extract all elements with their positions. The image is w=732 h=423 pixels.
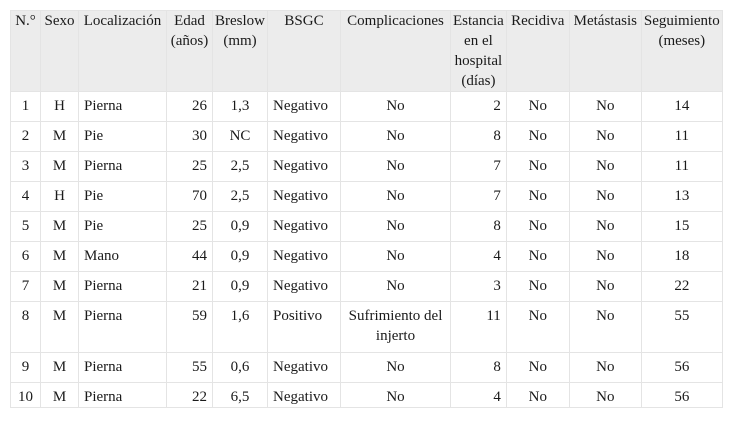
cell-metastasis: No (569, 302, 641, 353)
cell-seguimiento: 14 (641, 92, 722, 122)
cell-estancia: 3 (451, 272, 507, 302)
cell-metastasis: No (569, 182, 641, 212)
cell-metastasis: No (569, 122, 641, 152)
cell-breslow: 2,5 (213, 152, 268, 182)
cell-seguimiento: 56 (641, 353, 722, 383)
table-row (11, 152, 723, 182)
table-body (11, 92, 723, 408)
cell-recidiva: No (506, 152, 569, 182)
cell-sexo: M (41, 353, 79, 383)
cell-localizacion: Pierna (79, 302, 167, 353)
cell-bsgc: Negativo (268, 92, 341, 122)
cell-metastasis: No (569, 242, 641, 272)
cell-bsgc: Negativo (268, 383, 341, 408)
cell-numero: 4 (11, 182, 41, 212)
cell-sexo: M (41, 212, 79, 242)
cell-edad: 55 (167, 353, 213, 383)
cell-edad: 44 (167, 242, 213, 272)
cell-numero: 1 (11, 92, 41, 122)
header-seguimiento-line: (meses) (658, 33, 706, 49)
cell-bsgc: Negativo (268, 182, 341, 212)
cell-estancia: 8 (451, 122, 507, 152)
cell-edad: 70 (167, 182, 213, 212)
table-row (11, 302, 723, 353)
cell-complicaciones: No (341, 353, 451, 383)
cell-numero: 6 (11, 242, 41, 272)
cell-estancia: 7 (451, 182, 507, 212)
cell-breslow: 1,6 (213, 302, 268, 353)
cell-bsgc: Negativo (268, 242, 341, 272)
cell-recidiva: No (506, 353, 569, 383)
cell-sexo: M (41, 122, 79, 152)
cell-localizacion: Mano (79, 242, 167, 272)
cell-bsgc: Negativo (268, 353, 341, 383)
cell-recidiva: No (506, 122, 569, 152)
header-metastasis-line: Metástasis (573, 13, 637, 29)
cell-estancia: 8 (451, 212, 507, 242)
header-estancia-line: (días) (461, 73, 496, 89)
table-row (11, 242, 723, 272)
cell-breslow: 0,9 (213, 242, 268, 272)
cell-metastasis: No (569, 383, 641, 408)
header-bsgc (268, 11, 341, 92)
header-sexo-line: Sexo (44, 13, 75, 29)
table-header (11, 11, 723, 92)
cell-complicaciones: No (341, 212, 451, 242)
cell-edad: 30 (167, 122, 213, 152)
data-table-container (10, 10, 723, 408)
cell-bsgc: Positivo (268, 302, 341, 353)
cell-bsgc: Negativo (268, 152, 341, 182)
cell-sexo: H (41, 92, 79, 122)
cell-breslow: 1,3 (213, 92, 268, 122)
header-numero (11, 11, 41, 92)
header-estancia (451, 11, 507, 92)
header-recidiva-line: Recidiva (511, 13, 565, 29)
cell-recidiva: No (506, 383, 569, 408)
cell-edad: 21 (167, 272, 213, 302)
header-localizacion (79, 11, 167, 92)
cell-breslow: 2,5 (213, 182, 268, 212)
header-sexo (41, 11, 79, 92)
cell-bsgc: Negativo (268, 122, 341, 152)
header-estancia-line: hospital (454, 53, 503, 69)
table-row (11, 353, 723, 383)
header-metastasis (569, 11, 641, 92)
cell-recidiva: No (506, 242, 569, 272)
cell-localizacion: Pierna (79, 353, 167, 383)
cell-bsgc: Negativo (268, 212, 341, 242)
cell-sexo: H (41, 182, 79, 212)
cell-complicaciones: No (341, 182, 451, 212)
cell-seguimiento: 11 (641, 152, 722, 182)
cell-seguimiento: 13 (641, 182, 722, 212)
table-row (11, 383, 723, 408)
cell-edad: 26 (167, 92, 213, 122)
cell-localizacion: Pie (79, 182, 167, 212)
cell-seguimiento: 56 (641, 383, 722, 408)
cell-breslow: NC (213, 122, 268, 152)
header-complicaciones (341, 11, 451, 92)
cell-numero: 3 (11, 152, 41, 182)
cell-complicaciones: No (341, 383, 451, 408)
cell-complicaciones: Sufrimiento del injerto (341, 302, 451, 353)
header-breslow-line: Breslow (215, 13, 265, 29)
header-edad-line: (años) (170, 33, 209, 49)
cell-complicaciones: No (341, 122, 451, 152)
cell-sexo: M (41, 242, 79, 272)
header-numero-line: N.° (15, 13, 36, 29)
cell-recidiva: No (506, 92, 569, 122)
cell-estancia: 8 (451, 353, 507, 383)
cell-recidiva: No (506, 212, 569, 242)
cell-recidiva: No (506, 182, 569, 212)
table-row (11, 212, 723, 242)
cell-recidiva: No (506, 272, 569, 302)
header-bsgc-line: BSGC (284, 13, 324, 29)
cell-estancia: 7 (451, 152, 507, 182)
cell-edad: 59 (167, 302, 213, 353)
cell-seguimiento: 15 (641, 212, 722, 242)
cell-metastasis: No (569, 212, 641, 242)
header-seguimiento-line: Seguimiento (643, 13, 720, 29)
cell-sexo: M (41, 302, 79, 353)
header-localizacion-line: Localización (83, 13, 162, 29)
cell-breslow: 0,9 (213, 272, 268, 302)
cell-complicaciones: No (341, 152, 451, 182)
table-row (11, 122, 723, 152)
cell-numero: 2 (11, 122, 41, 152)
cell-localizacion: Pierna (79, 272, 167, 302)
cell-numero: 8 (11, 302, 41, 353)
cell-seguimiento: 11 (641, 122, 722, 152)
cell-estancia: 2 (451, 92, 507, 122)
patient-table (10, 10, 723, 408)
cell-breslow: 0,6 (213, 353, 268, 383)
header-seguimiento (641, 11, 722, 92)
cell-seguimiento: 22 (641, 272, 722, 302)
cell-sexo: M (41, 152, 79, 182)
cell-metastasis: No (569, 272, 641, 302)
header-breslow-line: (mm) (223, 33, 257, 49)
header-edad (167, 11, 213, 92)
header-complicaciones-line: Complicaciones (347, 13, 444, 29)
table-row (11, 92, 723, 122)
cell-sexo: M (41, 383, 79, 408)
cell-localizacion: Pie (79, 122, 167, 152)
cell-numero: 10 (11, 383, 41, 408)
cell-complicaciones: No (341, 272, 451, 302)
cell-localizacion: Pie (79, 212, 167, 242)
cell-breslow: 0,9 (213, 212, 268, 242)
cell-sexo: M (41, 272, 79, 302)
cell-edad: 25 (167, 212, 213, 242)
header-recidiva (506, 11, 569, 92)
header-estancia-line: Estancia (453, 13, 504, 29)
cell-seguimiento: 55 (641, 302, 722, 353)
cell-seguimiento: 18 (641, 242, 722, 272)
cell-localizacion: Pierna (79, 383, 167, 408)
cell-recidiva: No (506, 302, 569, 353)
header-edad-line: Edad (174, 13, 205, 29)
cell-numero: 9 (11, 353, 41, 383)
cell-complicaciones: No (341, 92, 451, 122)
cell-complicaciones: No (341, 242, 451, 272)
table-row (11, 272, 723, 302)
cell-estancia: 11 (451, 302, 507, 353)
cell-numero: 7 (11, 272, 41, 302)
cell-metastasis: No (569, 92, 641, 122)
cell-breslow: 6,5 (213, 383, 268, 408)
cell-estancia: 4 (451, 383, 507, 408)
cell-estancia: 4 (451, 242, 507, 272)
cell-bsgc: Negativo (268, 272, 341, 302)
cell-metastasis: No (569, 152, 641, 182)
header-breslow (213, 11, 268, 92)
cell-localizacion: Pierna (79, 152, 167, 182)
cell-edad: 25 (167, 152, 213, 182)
table-row (11, 182, 723, 212)
cell-numero: 5 (11, 212, 41, 242)
cell-edad: 22 (167, 383, 213, 408)
cell-localizacion: Pierna (79, 92, 167, 122)
header-estancia-line: en el (464, 33, 493, 49)
cell-metastasis: No (569, 353, 641, 383)
